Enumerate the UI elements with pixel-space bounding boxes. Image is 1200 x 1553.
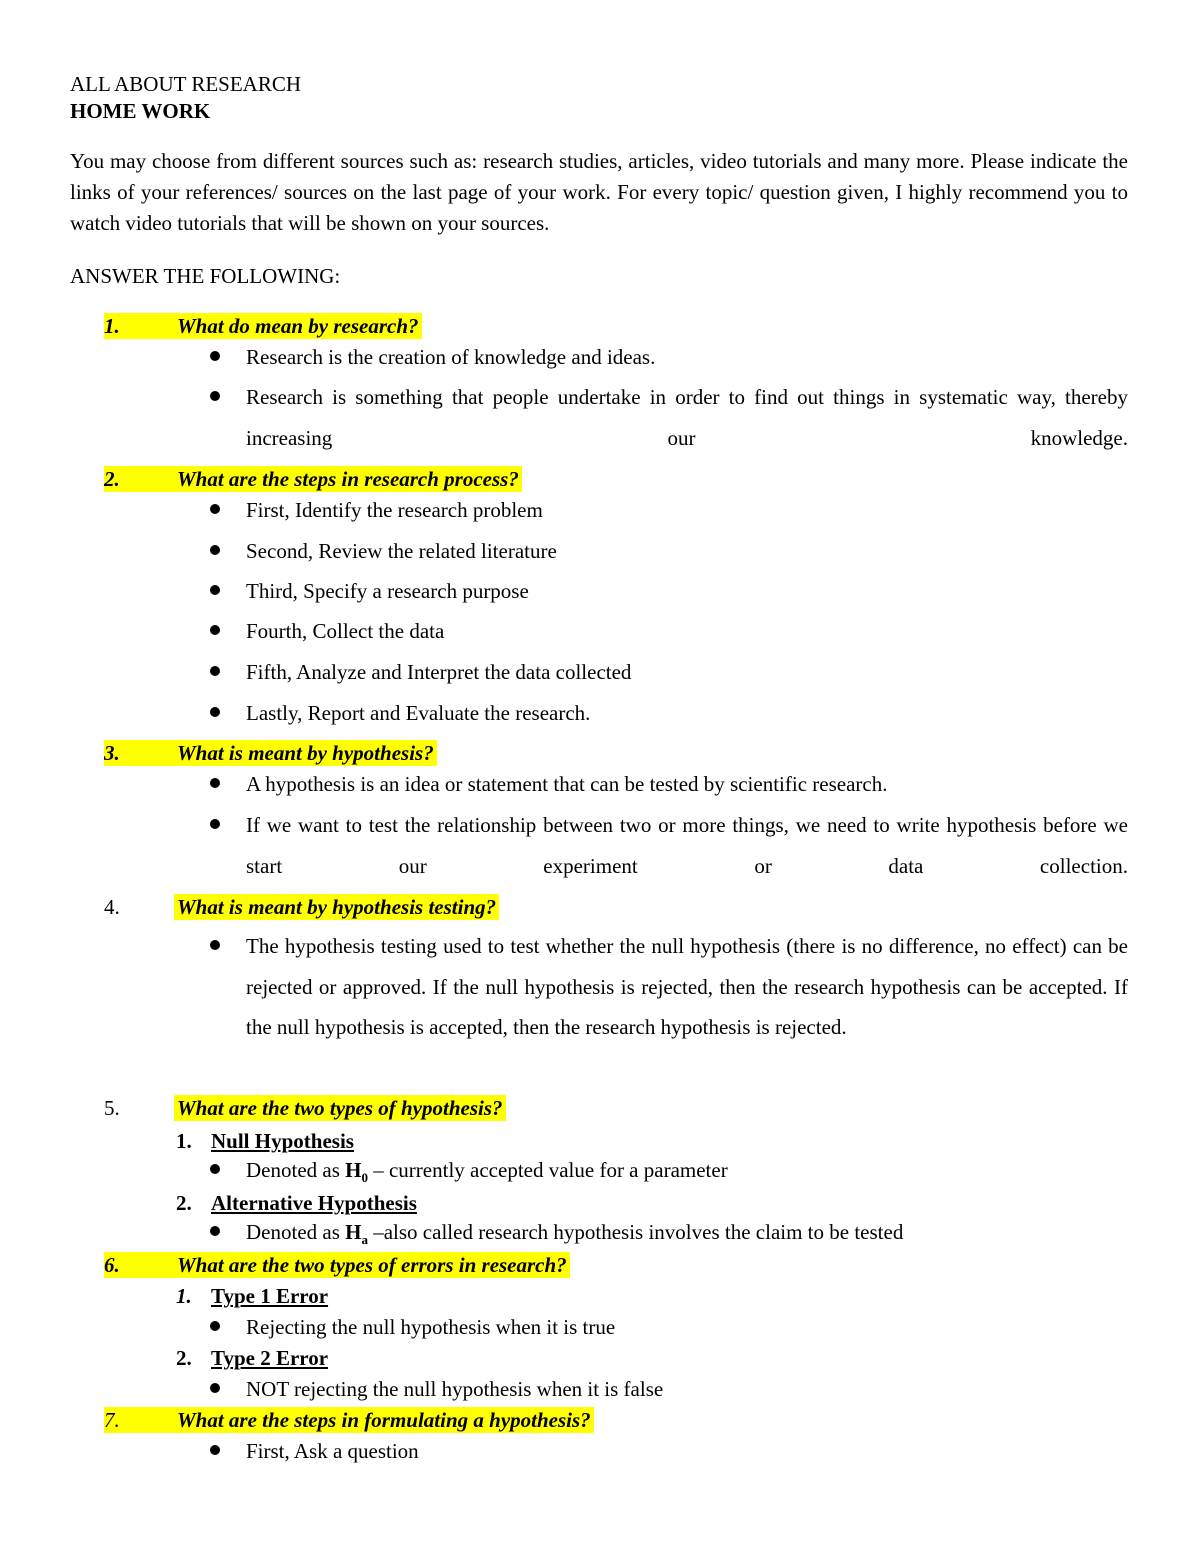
question-number: 5. bbox=[104, 1096, 120, 1120]
subitem-number: 1. bbox=[176, 1129, 192, 1153]
answer-item: First, Identify the research problem bbox=[246, 498, 543, 522]
bullet-icon bbox=[210, 585, 220, 595]
answer-item: First, Ask a question bbox=[246, 1439, 419, 1463]
bullet-icon bbox=[210, 545, 220, 555]
bullet-icon bbox=[210, 666, 220, 676]
answer-item: Denoted as $H_0$ – currently accepted value for a parameter bbox=[246, 1158, 728, 1186]
bullet-icon bbox=[210, 504, 220, 514]
answer-item: The hypothesis testing used to test whether the null hypothesis (there is no difference, no effect) can be rejected or approved. If the null hypothesis is rejected, then the research hypothesis can be accepted. If the null hypothesis is accepted, then the research hypothesis is rejected. bbox=[246, 934, 1128, 1039]
document-title: ALL ABOUT RESEARCH bbox=[70, 72, 302, 96]
question-5-text: What are the two types of hypothesis? bbox=[174, 1095, 506, 1121]
answer-item: Fifth, Analyze and Interpret the data collected bbox=[246, 660, 632, 684]
answer-item: Research is something that people undertake in order to find out things in systematic way, thereby increasing our knowledge. bbox=[246, 385, 1128, 450]
question-3-text: What is meant by hypothesis? bbox=[174, 740, 437, 766]
question-number: 1. bbox=[104, 313, 174, 339]
question-number: 7. bbox=[104, 1407, 174, 1433]
answer-item: Second, Review the related literature bbox=[246, 539, 557, 563]
bullet-icon bbox=[210, 707, 220, 717]
null-hypothesis-label: Null Hypothesis bbox=[211, 1129, 354, 1153]
instruction-heading: ANSWER THE FOLLOWING: bbox=[70, 264, 341, 288]
bullet-icon bbox=[210, 1164, 220, 1174]
answer-item: Research is the creation of knowledge and ideas. bbox=[246, 345, 656, 369]
answer-item: NOT rejecting the null hypothesis when it is false bbox=[246, 1377, 664, 1401]
document-subtitle: HOME WORK bbox=[70, 99, 211, 123]
question-1-text: What do mean by research? bbox=[174, 313, 422, 339]
subitem-number: 2. bbox=[176, 1191, 192, 1215]
answer-item: Fourth, Collect the data bbox=[246, 619, 445, 643]
question-6-text: What are the two types of errors in research? bbox=[174, 1252, 570, 1278]
bullet-icon bbox=[210, 1321, 220, 1331]
answer-item: Lastly, Report and Evaluate the research. bbox=[246, 701, 591, 725]
bullet-icon bbox=[210, 1445, 220, 1455]
bullet-icon bbox=[210, 819, 220, 829]
bullet-icon bbox=[210, 625, 220, 635]
subitem-number: 1. bbox=[176, 1284, 192, 1308]
bullet-icon bbox=[210, 778, 220, 788]
answer-item: If we want to test the relationship between two or more things, we need to write hypothesis before we start our experiment or data collection. bbox=[246, 813, 1128, 878]
type-2-error-label: Type 2 Error bbox=[211, 1346, 329, 1370]
bullet-icon bbox=[210, 1226, 220, 1236]
bullet-icon bbox=[210, 391, 220, 401]
question-number: 2. bbox=[104, 466, 174, 492]
answer-item: Rejecting the null hypothesis when it is true bbox=[246, 1315, 616, 1339]
answer-item: A hypothesis is an idea or statement that can be tested by scientific research. bbox=[246, 772, 888, 796]
answer-item: Third, Specify a research purpose bbox=[246, 579, 529, 603]
question-number: 6. bbox=[104, 1252, 174, 1278]
question-2-text: What are the steps in research process? bbox=[174, 466, 522, 492]
bullet-icon bbox=[210, 1383, 220, 1393]
question-7-text: What are the steps in formulating a hypothesis? bbox=[174, 1407, 594, 1433]
question-number: 3. bbox=[104, 740, 174, 766]
bullet-icon bbox=[210, 940, 220, 950]
question-number: 4. bbox=[104, 895, 120, 919]
subitem-number: 2. bbox=[176, 1346, 192, 1370]
question-4-text: What is meant by hypothesis testing? bbox=[174, 894, 499, 920]
bullet-icon bbox=[210, 351, 220, 361]
type-1-error-label: Type 1 Error bbox=[211, 1284, 329, 1308]
intro-paragraph: You may choose from different sources such as: research studies, articles, video tutorials and many more. Please indicate the links of your references/ sources on the last page of your work. For every topic/ question given, I highly recommend you to watch video tutorials that will be shown on your sources. bbox=[70, 149, 1128, 235]
answer-item: Denoted as $H_a$ –also called research hypothesis involves the claim to be tested bbox=[246, 1220, 904, 1248]
alternative-hypothesis-label: Alternative Hypothesis bbox=[211, 1191, 417, 1215]
